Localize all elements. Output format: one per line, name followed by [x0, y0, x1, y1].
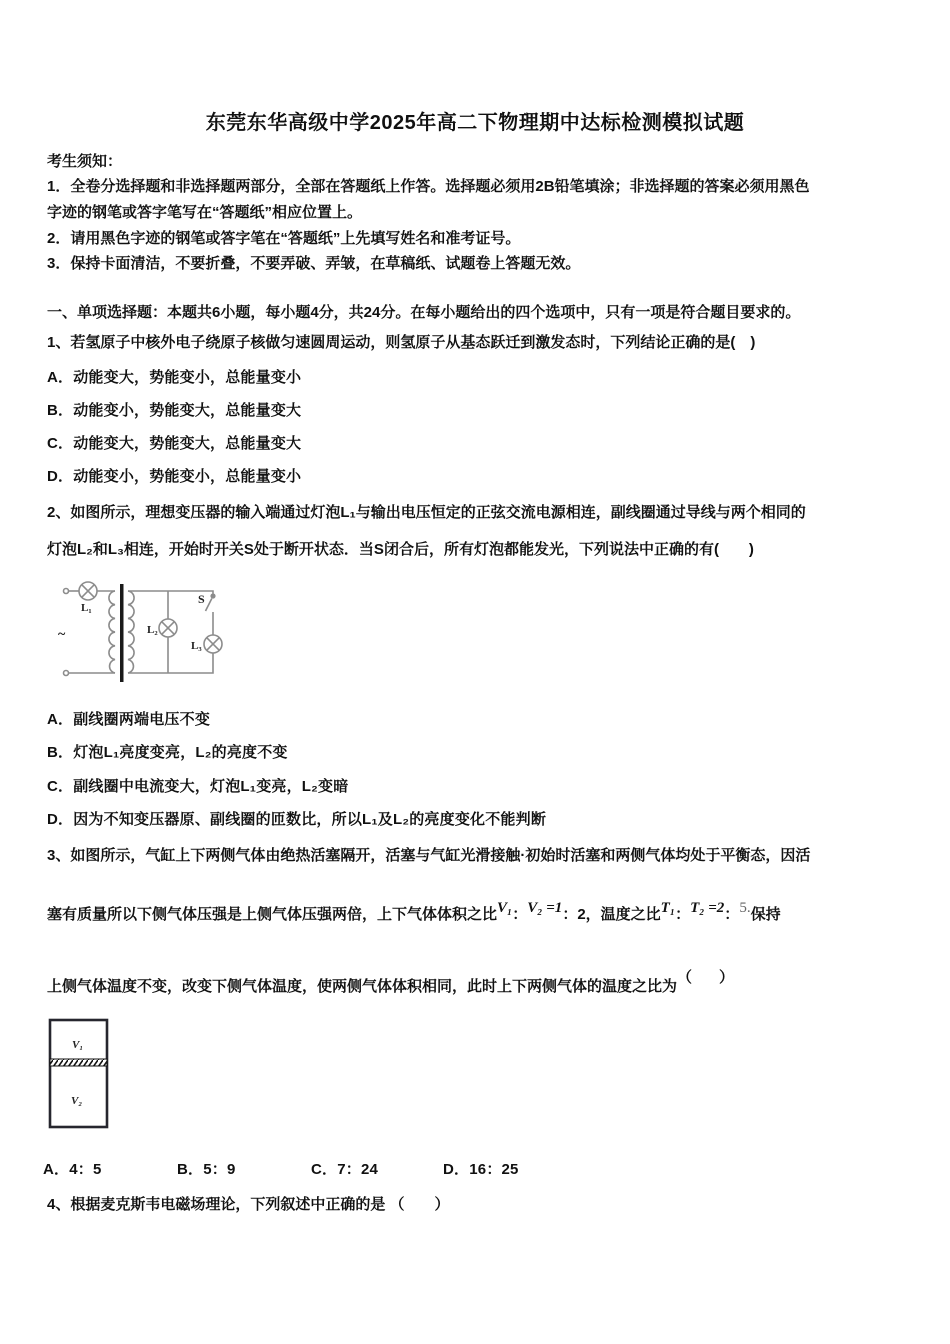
q3-line3-text: 上侧气体温度不变，改变下侧气体温度，使两侧气体体积相同，此时上下两侧气体的温度之比为 — [47, 978, 678, 995]
question-3-stem-line-2 — [47, 900, 781, 924]
notice-item-1-line-2: 字迹的钢笔或答字笔写在“答题纸”相应位置上。 — [47, 204, 363, 221]
question-3-option-d: D．16：25 — [443, 1161, 519, 1178]
q3-line2-text-mid: 温度之比 — [600, 906, 661, 923]
q3-line2-colon-1: ： — [512, 906, 528, 923]
question-1-option-a: A．动能变大，势能变小，总能量变小 — [47, 369, 302, 386]
question-2-option-c: C．副线圈中电流变大，灯泡L₁变亮，L₂变暗 — [47, 778, 349, 795]
ac-source-symbol: ~ — [58, 627, 66, 642]
cylinder-bottom-label: V₂ — [71, 1095, 83, 1107]
lamp-l3-label: L₃ — [191, 640, 202, 652]
secondary-coil-icon — [128, 591, 134, 673]
q3-line2-v2: V₂ =1 — [527, 900, 563, 916]
lamp-l3-icon — [204, 635, 222, 653]
lamp-l1-icon — [79, 582, 97, 600]
question-1-option-b: B．动能变小，势能变大，总能量变大 — [47, 402, 302, 419]
page-title: 东莞东华高级中学2025年高二下物理期中达标检测模拟试题 — [205, 112, 745, 134]
question-3-option-b: B．5：9 — [177, 1161, 236, 1178]
question-2-stem-line-1: 2、如图所示，理想变压器的输入端通过灯泡L₁与输出电压恒定的正弦交流电源相连，副线圈通过导线与两个相同的 — [47, 504, 806, 521]
transformer-core-icon — [120, 584, 124, 682]
q3-line2-t2: T₂ =2 — [690, 900, 725, 916]
notice-item-1-line-1: 1．全卷分选择题和非选择题两部分，全部在答题纸上作答。选择题必须用2B铅笔填涂；非选择题的答案必须用黑色 — [47, 178, 810, 195]
transformer-circuit-svg — [52, 578, 232, 702]
q3-line2-text-a: 塞有质量所以下侧气体压强是上侧气体压强两倍，上下气体体积之比 — [47, 906, 498, 923]
primary-coil-icon — [109, 591, 115, 673]
q3-line2-text-end: 保持 — [750, 906, 781, 923]
question-3-option-c: C．7：24 — [311, 1161, 379, 1178]
question-3-stem-line-3 — [47, 969, 741, 996]
section-1-heading: 一、单项选择题：本题共6小题，每小题4分，共24分。在每小题给出的四个选项中，只有一项是符合题目要求的。 — [47, 304, 801, 321]
q3-line2-colon-4: ： — [724, 906, 740, 923]
piston-icon — [50, 1059, 107, 1066]
lamp-l2-label: L₂ — [147, 624, 158, 636]
q3-line2-five: 5. — [739, 900, 751, 916]
lamp-l1-label: L₁ — [81, 602, 92, 614]
q3-line2-t1: T₁ — [660, 900, 676, 916]
notice-item-2: 2．请用黑色字迹的钢笔或答字笔在“答题纸”上先填写姓名和准考证号。 — [47, 230, 521, 247]
q3-line2-colon-2: ：2， — [562, 906, 601, 923]
transformer-circuit-figure — [52, 578, 232, 706]
gas-cylinder-svg — [48, 1018, 110, 1130]
question-1-option-d: D．动能变小，势能变小，总能量变小 — [47, 468, 302, 485]
switch-s-label: S — [198, 592, 205, 606]
switch-s-icon — [206, 594, 215, 635]
gas-cylinder-figure — [48, 1018, 110, 1134]
wire — [128, 653, 213, 673]
question-4-stem: 4、根据麦克斯韦电磁场理论，下列叙述中正确的是 （ ） — [47, 1196, 450, 1213]
q3-answer-bracket: （ ） — [677, 969, 741, 986]
question-3-stem-line-1: 3、如图所示，气缸上下两侧气体由绝热活塞隔开，活塞与气缸光滑接触·初始时活塞和两侧气体均处于平衡态，因活 — [47, 847, 811, 864]
lamp-l2-icon — [159, 619, 177, 637]
question-2-option-a: A．副线圈两端电压不变 — [47, 711, 211, 728]
question-3-option-a: A．4：5 — [43, 1161, 102, 1178]
notice-heading: 考生须知： — [47, 153, 123, 170]
cylinder-wall — [50, 1020, 107, 1127]
question-2-stem-line-2: 灯泡L₂和L₃相连，开始时开关S处于断开状态．当S闭合后，所有灯泡都能发光，下列说法中正确的有( ) — [47, 541, 754, 558]
question-1-option-c: C．动能变大，势能变大，总能量变大 — [47, 435, 302, 452]
question-2-option-d: D．因为不知变压器原、副线圈的匝数比，所以L₁及L₂的亮度变化不能判断 — [47, 811, 547, 828]
q3-line2-colon-3: ： — [675, 906, 691, 923]
input-terminal-top-icon — [64, 589, 69, 594]
input-terminal-bottom-icon — [64, 671, 69, 676]
question-2-option-b: B．灯泡L₁亮度变亮，L₂的亮度不变 — [47, 744, 288, 761]
q3-line2-v1: V₁ — [497, 900, 513, 916]
cylinder-top-label: V₁ — [72, 1039, 84, 1051]
question-1-stem: 1、若氢原子中核外电子绕原子核做匀速圆周运动，则氢原子从基态跃迁到激发态时，下列结论正确的是( ) — [47, 334, 756, 351]
notice-item-3: 3．保持卡面清洁，不要折叠，不要弄破、弄皱，在草稿纸、试题卷上答题无效。 — [47, 255, 581, 272]
